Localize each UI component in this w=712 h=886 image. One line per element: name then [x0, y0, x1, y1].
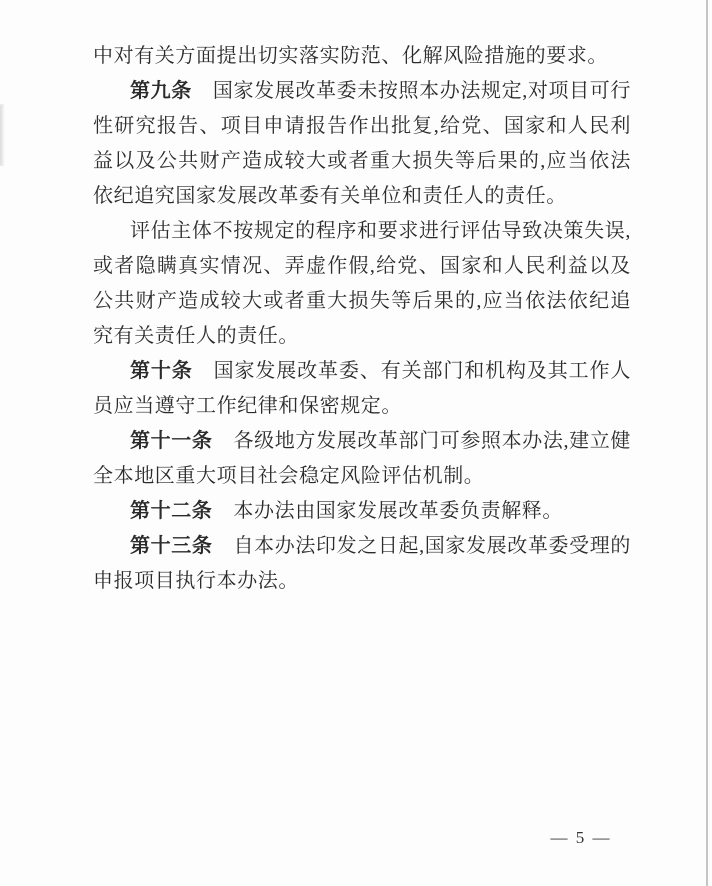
page-number: — 5 — [550, 828, 612, 847]
article-9-paragraph [93, 74, 631, 214]
article-12-text: 本办法由国家发展改革委负责解释。 [233, 500, 564, 522]
article-10-number: 第十条 [130, 360, 193, 382]
article-11-paragraph [93, 424, 631, 494]
article-9-number: 第九条 [130, 80, 192, 102]
article-11-text: 各级地方发展改革部门可参照本办法,建立健全本地区重大项目社会稳定风险评估机制。 [93, 430, 632, 487]
article-10-text: 国家发展改革委、有关部门和机构及其工作人员应当遵守工作纪律和保密规定。 [93, 360, 631, 417]
paragraph-continuation: 中对有关方面提出切实落实防范、化解风险措施的要求。 [93, 45, 608, 67]
article-13-paragraph [93, 529, 631, 599]
article-9-text: 国家发展改革委未按照本办法规定,对项目可行性研究报告、项目申请报告作出批复,给党、国家和人民利益以及公共财产造成较大或者重大损失等后果的,应当依法依纪追究国家发展改革委有关单位和责任人的责任。 [93, 80, 631, 207]
scan-artifact [0, 104, 5, 166]
article-12-paragraph [93, 494, 631, 529]
article-13-number: 第十三条 [130, 535, 213, 557]
article-11-number: 第十一条 [130, 430, 213, 452]
article-10-paragraph [93, 354, 631, 424]
article-12-number: 第十二条 [130, 500, 213, 522]
article-13-text: 自本办法印发之日起,国家发展改革委受理的申报项目执行本办法。 [93, 535, 632, 592]
paragraph-evaluation-liability: 评估主体不按规定的程序和要求进行评估导致决策失误,或者隐瞒真实情况、弄虚作假,给党、国家和人民利益以及公共财产造成较大或者重大损失等后果的,应当依法依纪追究有关责任人的责任。 [93, 220, 631, 347]
page-edge-line [706, 0, 708, 886]
document-body [93, 39, 631, 599]
